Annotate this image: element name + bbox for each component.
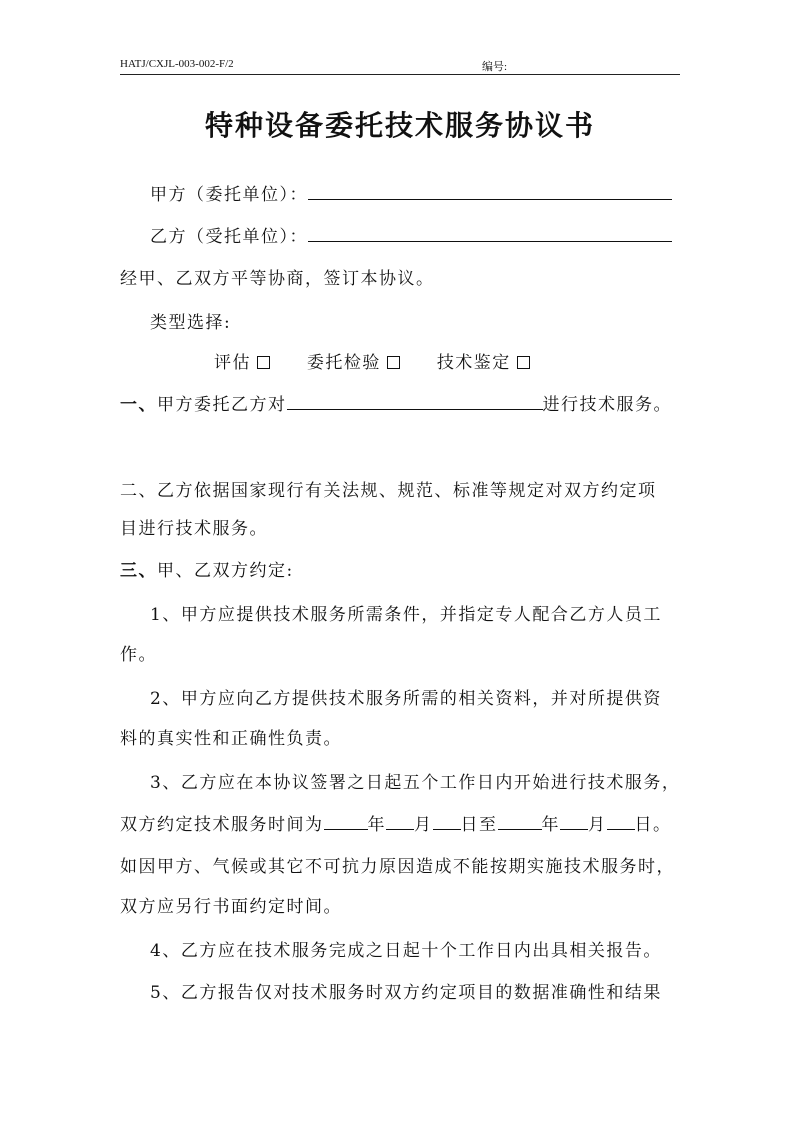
party-b-label: 乙方（受托单位）：	[150, 227, 308, 247]
item-3-line-3: 如因甲方、气候或其它不可抗力原因造成不能按期实施技术服务时，	[120, 857, 675, 877]
party-b-field[interactable]	[308, 223, 672, 242]
service-period-label: 双方约定技术服务时间为	[120, 815, 324, 835]
end-day-label: 日。	[634, 815, 672, 835]
party-a-field[interactable]	[308, 181, 672, 200]
item-1-line-1: 1、甲方应提供技术服务所需条件，并指定专人配合乙方人员工	[150, 605, 662, 625]
end-year-label: 年	[541, 815, 560, 835]
item-1-line-2: 作。	[120, 645, 157, 665]
end-month-field[interactable]	[560, 811, 588, 830]
type-label: 类型选择:	[150, 313, 232, 333]
end-month-label: 月	[588, 815, 607, 835]
start-day-field[interactable]	[433, 811, 461, 830]
end-day-field[interactable]	[607, 811, 635, 830]
inspection-checkbox[interactable]	[387, 356, 400, 369]
item-3-line-4: 双方应另行书面约定时间。	[120, 897, 342, 917]
document-title: 特种设备委托技术服务协议书	[204, 109, 595, 142]
clause-2-line-1: 二、乙方依据国家现行有关法规、规范、标准等规定对双方约定项	[120, 481, 657, 501]
page-header	[120, 58, 680, 75]
intro-text: 经甲、乙双方平等协商，签订本协议。	[120, 269, 435, 289]
appraisal-checkbox[interactable]	[517, 356, 530, 369]
type-option-inspection[interactable]: 委托检验	[307, 348, 400, 373]
assessment-checkbox[interactable]	[257, 356, 270, 369]
clause-3-title: 甲、乙双方约定:	[157, 561, 294, 581]
clause-2-line-2: 目进行技术服务。	[120, 519, 268, 539]
party-a-line	[150, 180, 672, 205]
start-year-field[interactable]	[324, 811, 368, 830]
type-option-appraisal[interactable]: 技术鉴定	[437, 348, 530, 373]
start-year-label: 年	[367, 815, 386, 835]
type-options	[214, 348, 560, 373]
service-object-field[interactable]	[287, 391, 543, 410]
document-code: HATJ/CXJL-003-002-F/2	[120, 58, 234, 70]
end-year-field[interactable]	[498, 811, 542, 830]
type-option-assessment[interactable]: 评估	[214, 348, 270, 373]
clause-1	[120, 390, 672, 415]
start-month-label: 月	[414, 815, 433, 835]
clause-1-number: 一、	[120, 395, 157, 415]
item-3-line-2	[120, 810, 672, 835]
item-5: 5、乙方报告仅对技术服务时双方约定项目的数据准确性和结果	[150, 983, 662, 1003]
item-4: 4、乙方应在技术服务完成之日起十个工作日内出具相关报告。	[150, 941, 662, 961]
party-b-line	[150, 222, 672, 247]
item-2-line-2: 料的真实性和正确性负责。	[120, 729, 342, 749]
item-3-line-1: 3、乙方应在本协议签署之日起五个工作日内开始进行技术服务，	[150, 773, 681, 793]
clause-1-suffix: 进行技术服务。	[542, 395, 672, 415]
clause-3-heading	[120, 556, 294, 581]
number-label: 编号:	[482, 61, 508, 73]
party-a-label: 甲方（委托单位）：	[150, 185, 308, 205]
start-day-label: 日至	[460, 815, 498, 835]
item-2-line-1: 2、甲方应向乙方提供技术服务所需的相关资料，并对所提供资	[150, 689, 662, 709]
start-month-field[interactable]	[386, 811, 414, 830]
clause-1-prefix: 甲方委托乙方对	[157, 395, 287, 415]
clause-3-number: 三、	[120, 561, 157, 581]
